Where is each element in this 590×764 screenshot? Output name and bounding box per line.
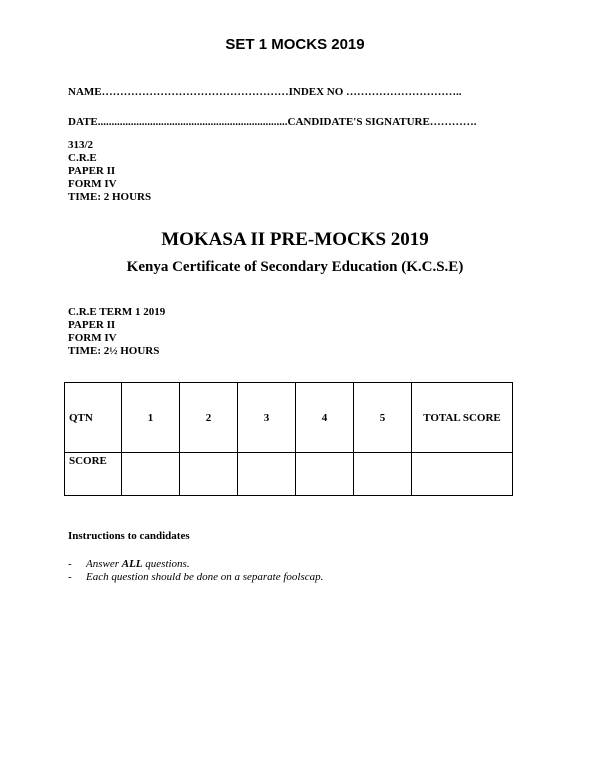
paper-code: 313/2 — [68, 139, 94, 151]
instruction-item-2 — [68, 571, 323, 584]
sub-title: Kenya Certificate of Secondary Education (K.C.S.E) — [126, 259, 464, 275]
date-signature-line: DATE.....................................................................CANDIDATE'S SIGNATURE…………. — [68, 116, 477, 128]
set-title: SET 1 MOCKS 2019 — [225, 36, 365, 53]
subject: C.R.E — [68, 152, 97, 164]
main-title: MOKASA II PRE-MOCKS 2019 — [161, 229, 429, 250]
name-index-line: NAME……………………………………………INDEX NO ………………………….. — [68, 86, 462, 98]
instruction-1-emphasis: ALL — [121, 558, 143, 570]
instructions-list — [68, 558, 323, 584]
paper-number: PAPER II — [68, 165, 116, 177]
header-total-score: TOTAL SCORE — [412, 383, 513, 453]
paper-info-block — [68, 139, 151, 204]
score-cell-total — [412, 453, 513, 496]
term-subject: C.R.E TERM 1 2019 — [68, 306, 166, 318]
form-level: FORM IV — [68, 178, 117, 190]
score-row-label: SCORE — [65, 453, 122, 496]
score-table-header-row — [65, 383, 513, 453]
score-table-score-row — [65, 453, 513, 496]
instruction-1-prefix: Answer — [86, 558, 122, 570]
header-q1: 1 — [122, 383, 180, 453]
score-table — [64, 382, 513, 496]
term-info-block — [68, 306, 165, 358]
score-cell-q2 — [180, 453, 238, 496]
header-q2: 2 — [180, 383, 238, 453]
header-q4: 4 — [296, 383, 354, 453]
term-form-level: FORM IV — [68, 332, 117, 344]
score-cell-q5 — [354, 453, 412, 496]
score-cell-q3 — [238, 453, 296, 496]
instruction-2-text: Each question should be done on a separate foolscap. — [86, 571, 324, 583]
instruction-item-1 — [68, 558, 323, 571]
header-qtn: QTN — [65, 383, 122, 453]
term-time-allowed: TIME: 2½ HOURS — [68, 345, 160, 357]
instructions-title: Instructions to candidates — [68, 530, 190, 542]
header-q5: 5 — [354, 383, 412, 453]
header-q3: 3 — [238, 383, 296, 453]
bullet-dash: - — [68, 571, 72, 583]
term-paper-number: PAPER II — [68, 319, 116, 331]
score-cell-q4 — [296, 453, 354, 496]
score-cell-q1 — [122, 453, 180, 496]
bullet-dash: - — [68, 558, 72, 570]
instruction-1-suffix: questions. — [142, 558, 190, 570]
time-allowed: TIME: 2 HOURS — [68, 191, 152, 203]
